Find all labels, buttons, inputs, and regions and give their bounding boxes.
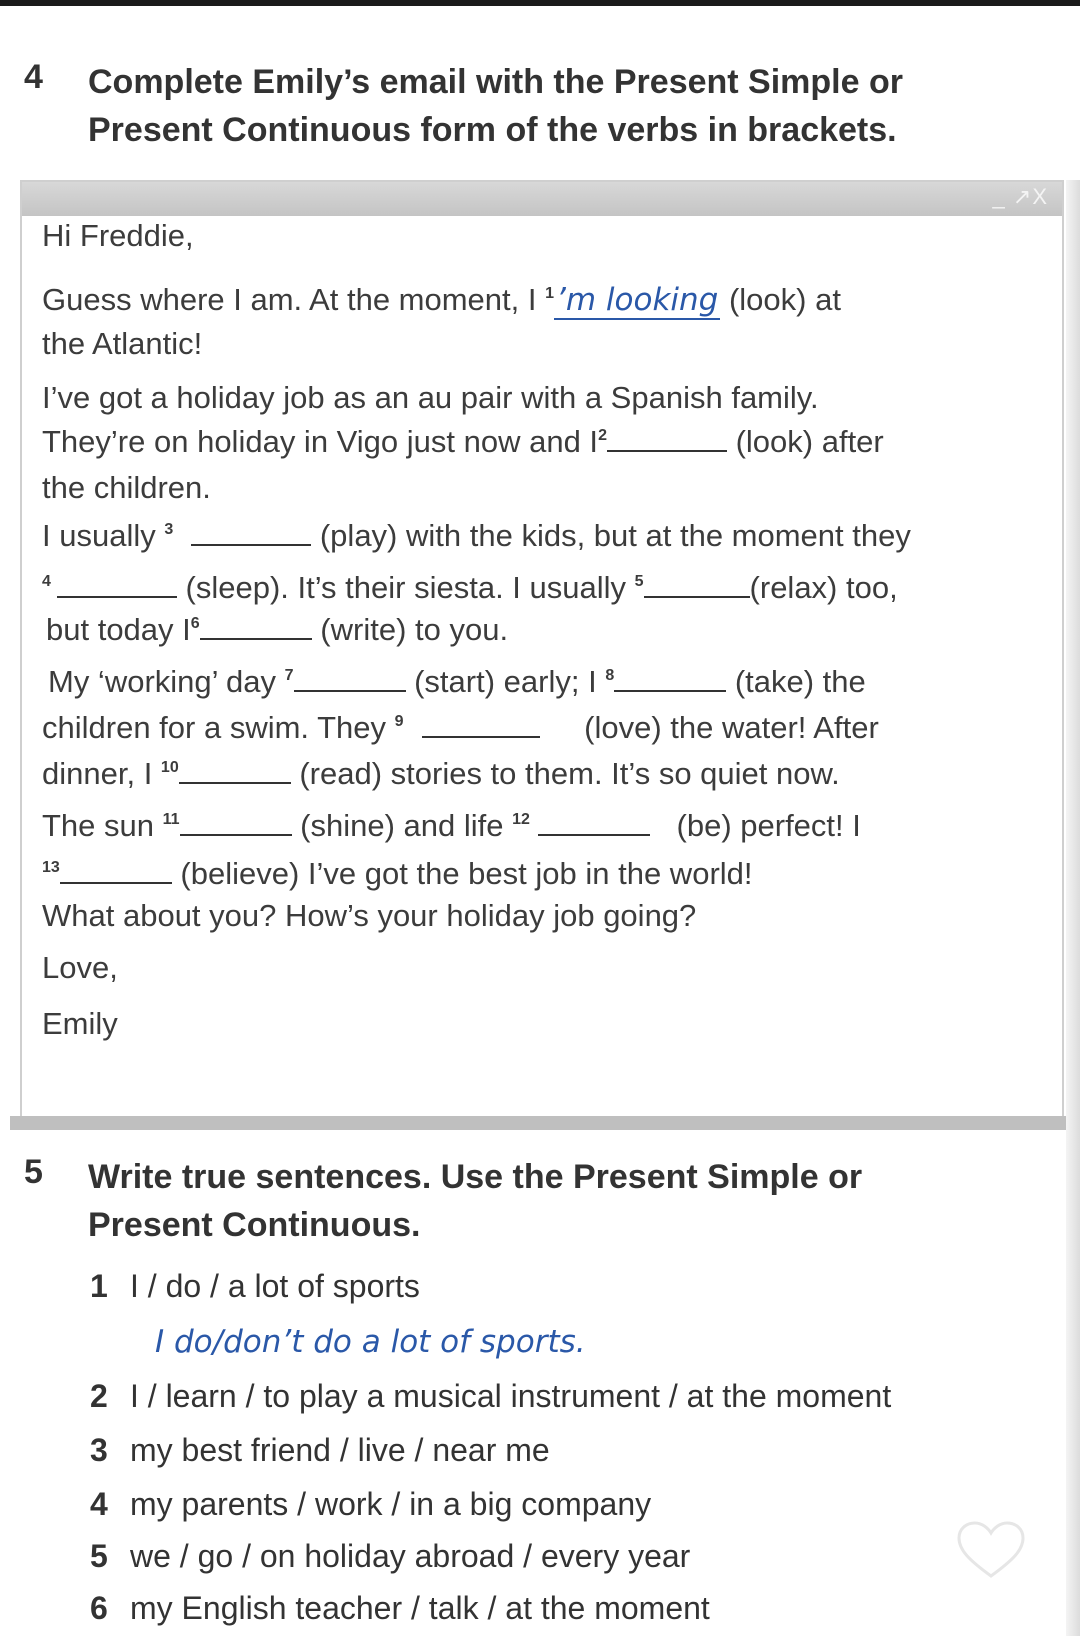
gap-number: 6 (190, 615, 200, 632)
gap-number: 1 (545, 285, 555, 302)
list-item: 3 my best friend / live / near me (90, 1432, 550, 1468)
email-greeting: Hi Freddie, (42, 218, 194, 253)
answer-blank-3[interactable] (191, 518, 311, 546)
answer-blank-7[interactable] (294, 664, 406, 692)
exercise-4-instruction-line-1: Complete Emily’s email with the Present Simple or (88, 63, 903, 101)
handwritten-answer-ex5-1: I do/don’t do a lot of sports. (155, 1324, 586, 1360)
exercise-4-instruction (88, 58, 988, 154)
email-window (20, 180, 1064, 1125)
top-edge-bar (0, 0, 1080, 6)
gap-number: 13 (42, 859, 60, 876)
exercise-5-number: 5 (24, 1153, 43, 1191)
email-closing: Love, (42, 950, 118, 985)
email-line: They’re on holiday in Vigo just now and $I^2$ (look) after (42, 424, 884, 459)
email-line: The sun $^{11}$ (shine) and life $^{12}$ (be) perfect! I (42, 808, 861, 843)
email-line: I’ve got a holiday job as an au pair with a Spanish family. (42, 380, 819, 415)
list-item: 1 I / do / a lot of sports (90, 1268, 420, 1304)
answer-blank-13[interactable] (60, 856, 172, 884)
answer-blank-10[interactable] (179, 756, 291, 784)
email-line: the children. (42, 470, 211, 505)
answer-blank-12[interactable] (538, 808, 650, 836)
gap-number: 7 (284, 667, 294, 684)
list-item: 2 I / learn / to play a musical instrument / at the moment (90, 1378, 892, 1414)
email-line: dinner, I $^{10}$ (read) stories to them. It’s so quiet now. (42, 756, 840, 791)
window-controls-icon[interactable]: _ ↗X (992, 184, 1048, 209)
email-signature: Emily (42, 1006, 118, 1041)
gap-number: 8 (605, 667, 615, 684)
email-line: but today $I^6$ (write) to you. (46, 612, 509, 647)
page-shadow (1066, 180, 1080, 1636)
gap-number: 2 (598, 427, 607, 444)
gap-number: 5 (634, 573, 644, 590)
heart-icon[interactable] (955, 1520, 1027, 1580)
list-item: 6 my English teacher / talk / at the moment (90, 1590, 710, 1626)
answer-blank-4[interactable] (57, 570, 177, 598)
gap-number: 4 (42, 573, 51, 590)
email-line: children for a swim. They $^9$ (love) the water! After (42, 710, 879, 745)
gap-number: 12 (512, 811, 530, 828)
email-window-titlebar (22, 182, 1062, 216)
gap-number: 9 (394, 713, 404, 730)
exercise-4-instruction-line-2: Present Continuous form of the verbs in brackets. (88, 111, 897, 149)
gap-number: 3 (164, 521, 174, 538)
list-item: 4 my parents / work / in a big company (90, 1486, 652, 1522)
email-line: the Atlantic! (42, 326, 203, 361)
exercise-4-number: 4 (24, 58, 43, 96)
answer-blank-11[interactable] (180, 808, 292, 836)
email-line: I usually $^3$ (play) with the kids, but at the moment they (42, 518, 911, 553)
email-window-bottom-bar (10, 1116, 1066, 1130)
list-item: 5 we / go / on holiday abroad / every year (90, 1538, 691, 1574)
answer-blank-8[interactable] (614, 664, 726, 692)
handwritten-answer-1: ’m looking (556, 282, 719, 318)
email-line: What about you? How’s your holiday job going? (42, 898, 697, 933)
email-line: $^4$ (sleep). It’s their siesta. I usually $^5$ (relax) too, (42, 570, 898, 605)
email-line: Guess where I am. At the moment, I $^1$’m looking (look) at (42, 282, 841, 318)
answer-blank-9[interactable] (422, 710, 540, 738)
email-line: My ‘working’ day $^7$ (start) early; I $^8$ (take) the (48, 664, 866, 699)
exercise-5-instruction-line-2: Present Continuous. (88, 1206, 421, 1244)
exercise-5-instruction-line-1: Write true sentences. Use the Present Simple or (88, 1158, 863, 1196)
email-line: $^{13}$ (believe) I’ve got the best job in the world! (42, 856, 753, 891)
exercise-5-instruction (88, 1153, 988, 1249)
gap-number: 10 (160, 759, 179, 776)
answer-blank-6[interactable] (200, 612, 312, 640)
answer-blank-5[interactable] (644, 570, 750, 598)
gap-number: 11 (162, 811, 180, 828)
answer-blank-2[interactable] (607, 424, 727, 452)
